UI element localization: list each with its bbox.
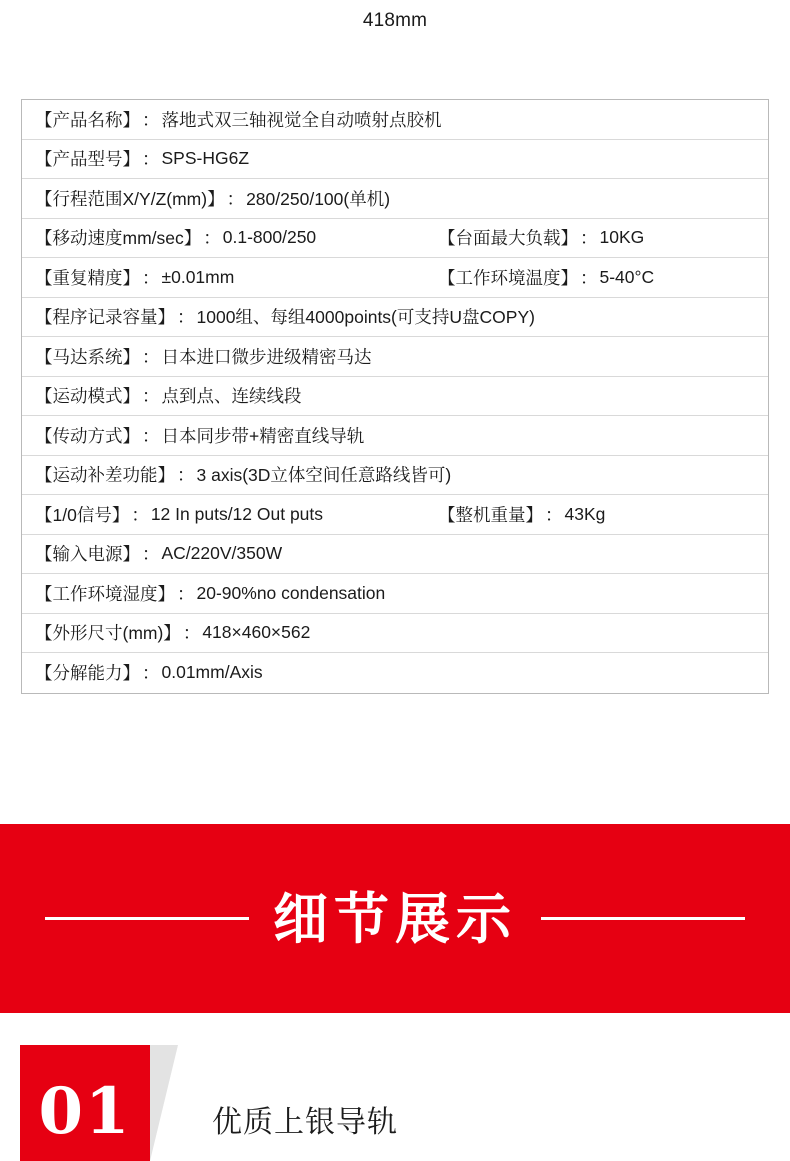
spec-value: 0.1-800/250	[222, 227, 317, 248]
table-row	[22, 140, 768, 180]
spec-colon: ：	[142, 425, 160, 446]
spec-value: 日本同步带+精密直线导轨	[161, 425, 365, 446]
spec-colon: ：	[182, 623, 201, 644]
table-row	[22, 337, 768, 377]
spec-label: 【运动模式】	[35, 386, 140, 407]
spec-value: 3 axis(3D立体空间任意路线皆可)	[196, 465, 452, 486]
spec-label: 【移动速度mm/sec】	[35, 228, 202, 249]
spec-value-secondary: 5-40°C	[599, 266, 655, 287]
spec-label: 【外形尺寸(mm)】	[35, 623, 181, 644]
spec-value: 点到点、连续线段	[161, 386, 302, 407]
banner-title: 细节展示	[273, 886, 518, 951]
spec-label: 【产品型号】	[35, 149, 140, 170]
feature-title: 优质上银导轨	[212, 1106, 398, 1139]
spec-colon: ：	[142, 109, 160, 130]
spec-label: 【马达系统】	[35, 346, 140, 367]
table-row	[22, 100, 768, 140]
spec-value: AC/220V/350W	[161, 543, 283, 564]
spec-value: SPS-HG6Z	[161, 148, 250, 169]
spec-colon-secondary: ：	[580, 228, 598, 249]
table-row	[22, 219, 768, 259]
top-dimension-caption: 418mm	[362, 10, 428, 31]
spec-colon: ：	[142, 663, 160, 684]
table-row	[22, 416, 768, 456]
spec-colon-secondary: ：	[580, 267, 598, 288]
table-row	[22, 258, 768, 298]
table-row	[22, 456, 768, 496]
banner-rule-right	[541, 917, 745, 920]
spec-label-secondary: 【工作环境温度】	[438, 267, 578, 288]
spec-value: 日本进口微步进级精密马达	[161, 346, 372, 367]
spec-colon: ：	[177, 307, 195, 328]
spec-label: 【程序记录容量】	[35, 307, 175, 328]
spec-label: 【重复精度】	[35, 267, 140, 288]
spec-colon: ：	[203, 228, 221, 249]
table-row	[22, 298, 768, 338]
feature-number-badge	[20, 1045, 170, 1161]
spec-value: 落地式双三轴视觉全自动喷射点胶机	[161, 109, 442, 130]
feature-number: 01	[38, 1073, 132, 1149]
spec-value: 1000组、每组4000points(可支持U盘COPY)	[196, 307, 535, 328]
spec-colon: ：	[177, 583, 195, 604]
spec-label: 【1/0信号】	[35, 504, 130, 525]
spec-label-secondary: 【台面最大负载】	[438, 228, 578, 249]
spec-colon: ：	[226, 188, 245, 209]
spec-value: 418×460×562	[202, 622, 311, 643]
table-row	[22, 377, 768, 417]
spec-value: 12 In puts/12 Out puts	[150, 503, 324, 524]
feature-item	[0, 1045, 790, 1161]
spec-label: 【行程范围X/Y/Z(mm)】	[35, 188, 225, 209]
spec-value: 20-90%no condensation	[196, 582, 386, 603]
spec-label: 【运动补差功能】	[35, 465, 175, 486]
spec-label-secondary: 【整机重量】	[438, 504, 543, 525]
table-row	[22, 179, 768, 219]
spec-value: 280/250/100(单机)	[246, 188, 391, 209]
section-banner	[0, 824, 790, 1013]
banner-rule-left	[45, 917, 249, 920]
table-row	[22, 535, 768, 575]
spec-value-secondary: 43Kg	[564, 503, 606, 524]
spec-colon: ：	[142, 267, 160, 288]
badge-shadow-triangle	[150, 1045, 178, 1161]
spec-label: 【产品名称】	[35, 109, 140, 130]
spec-value-secondary: 10KG	[599, 227, 645, 248]
spec-colon: ：	[142, 386, 160, 407]
spec-colon: ：	[142, 149, 160, 170]
spec-colon: ：	[142, 544, 160, 565]
spec-colon: ：	[142, 346, 160, 367]
spec-colon: ：	[131, 504, 149, 525]
specification-table	[21, 99, 769, 694]
spec-value: 0.01mm/Axis	[161, 662, 263, 683]
table-row	[22, 653, 768, 693]
spec-value: ±0.01mm	[161, 266, 235, 287]
spec-label: 【传动方式】	[35, 425, 140, 446]
spec-label: 【分解能力】	[35, 663, 140, 684]
spec-colon: ：	[177, 465, 195, 486]
table-row	[22, 574, 768, 614]
table-row	[22, 495, 768, 535]
spec-colon-secondary: ：	[545, 504, 563, 525]
table-row	[22, 614, 768, 654]
spec-label: 【工作环境湿度】	[35, 583, 175, 604]
banner-inner	[45, 886, 745, 951]
spec-label: 【输入电源】	[35, 544, 140, 565]
